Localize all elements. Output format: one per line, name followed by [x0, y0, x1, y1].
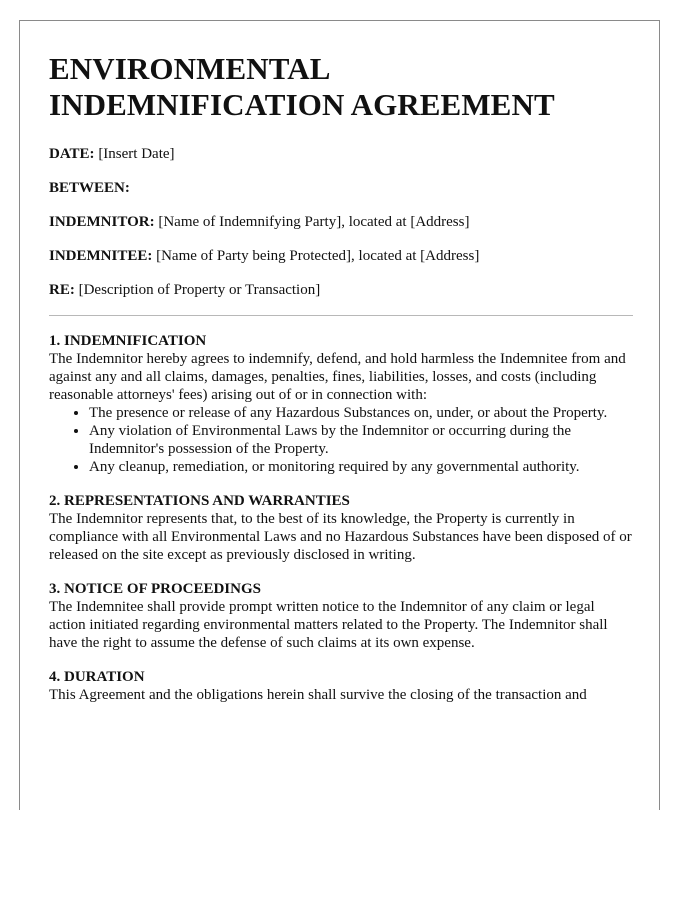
title-line-1: ENVIRONMENTAL — [49, 51, 331, 86]
re-label: RE: — [49, 282, 75, 298]
document-page — [19, 20, 660, 810]
indemnitee-label: INDEMNITEE: — [49, 248, 153, 264]
horizontal-divider — [49, 315, 633, 316]
indemnitor-value: [Name of Indemnifying Party], located at [Address] — [154, 214, 470, 230]
indemnitor-label: INDEMNITOR: — [49, 214, 155, 230]
title-line-2: INDEMNIFICATION AGREEMENT — [49, 87, 555, 122]
section-paragraph-representations: The Indemnitor represents that, to the best of its knowledge, the Property is currently in compliance with all Environmental Laws and no Hazardous Substances have been disposed of or released on the site except as previously disclosed in writing. — [49, 511, 632, 563]
section-paragraph-duration: This Agreement and the obligations herein shall survive the closing of the transaction and — [49, 687, 587, 703]
section-paragraph-indemnification: The Indemnitor hereby agrees to indemnify, defend, and hold harmless the Indemnitee from and against any and all claims, damages, penalties, fines, liabilities, losses, and costs (including reasonable attorneys' fees) arising out of or in connection with: — [49, 351, 626, 403]
list-item: • Any violation of Environmental Laws by the Indemnitor or occurring during the Indemnitor's possession of the Property. — [89, 422, 633, 458]
indemnitee-line — [49, 247, 633, 265]
re-line — [49, 281, 633, 299]
indemnitee-value: [Name of Party being Protected], located at [Address] — [152, 248, 480, 264]
indemnitor-line — [49, 213, 633, 231]
list-item: • Any cleanup, remediation, or monitoring required by any governmental authority. — [89, 458, 633, 476]
section-paragraph-notice: The Indemnitee shall provide prompt written notice to the Indemnitor of any claim or legal action initiated regarding environmental matters related to the Property. The Indemnitor shall have the right to assume the defense of such claims at its own expense. — [49, 599, 608, 651]
document-title — [49, 51, 633, 123]
list-item: • The presence or release of any Hazardous Substances on, under, or about the Property. — [89, 404, 633, 422]
section-heading-notice: 3. NOTICE OF PROCEEDINGS — [49, 581, 261, 597]
between-label: BETWEEN: — [49, 180, 130, 196]
section-heading-indemnification: 1. INDEMNIFICATION — [49, 333, 207, 349]
document-content — [49, 51, 633, 704]
section-heading-representations: 2. REPRESENTATIONS AND WARRANTIES — [49, 493, 350, 509]
section-heading-duration: 4. DURATION — [49, 669, 145, 685]
indemnification-bullet-list — [49, 404, 633, 476]
re-value: [Description of Property or Transaction] — [74, 282, 321, 298]
date-line — [49, 145, 633, 163]
date-value: [Insert Date] — [94, 146, 175, 162]
date-label: DATE: — [49, 146, 95, 162]
between-line — [49, 179, 633, 197]
